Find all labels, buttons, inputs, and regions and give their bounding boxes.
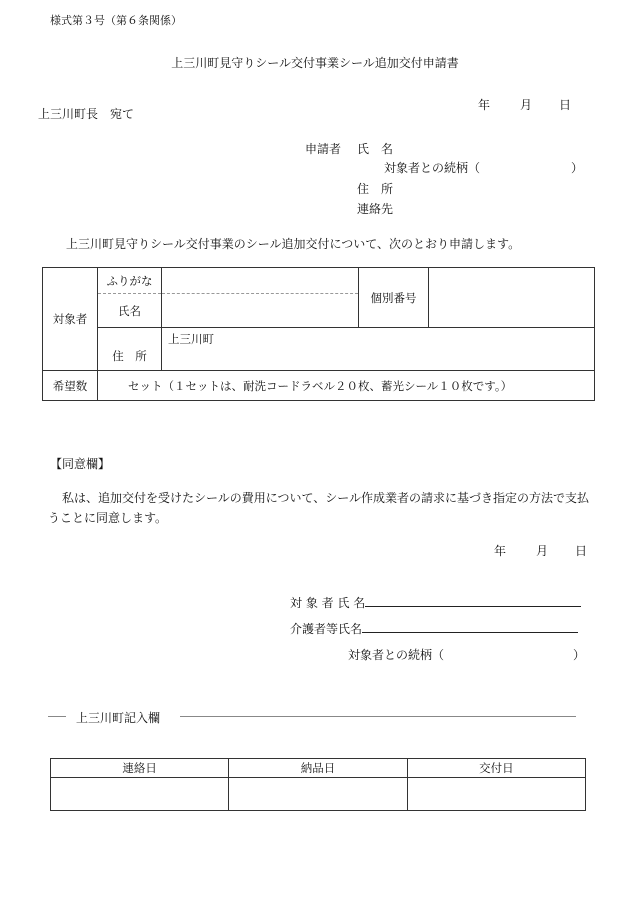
contact-date-header: 連絡日 xyxy=(51,759,229,778)
consent-date-year: 年 xyxy=(494,544,507,558)
date-month-label: 月 xyxy=(520,98,533,112)
furigana-label: ふりがな xyxy=(98,268,162,294)
desired-qty-label: 希望数 xyxy=(43,371,98,401)
consent-text: 私は、追加交付を受けたシールの費用について、シール作成業者の請求に基づき指定の方法で支払うことに同意します。 xyxy=(48,491,590,525)
consent-heading: 【同意欄】 xyxy=(50,457,111,471)
town-section-label: 上三川町記入欄 xyxy=(76,711,161,725)
applicant-address-label: 住 所 xyxy=(357,182,394,196)
caregiver-name-label: 介護者等氏名 xyxy=(290,622,363,636)
consent-relationship-label: 対象者との続柄（ xyxy=(348,648,445,662)
desired-qty-text: セット（１セットは、耐洗コードラベル２０枚、蓄光シール１０枚です。） xyxy=(128,378,513,393)
name-field[interactable] xyxy=(162,294,359,328)
applicant-contact-label: 連絡先 xyxy=(357,202,394,216)
desired-qty-field[interactable] xyxy=(98,371,595,401)
delivery-date-field[interactable] xyxy=(229,778,407,811)
address-label: 住 所 xyxy=(98,328,162,371)
request-text: 上三川町見守りシール交付事業のシール追加交付について、次のとおり申請します。 xyxy=(66,237,521,251)
name-label: 氏名 xyxy=(98,294,162,328)
consent-date-day: 日 xyxy=(575,544,588,558)
subject-name-label: 対 象 者 氏 名 xyxy=(290,596,366,610)
individual-number-label: 個別番号 xyxy=(359,268,429,328)
subject-label: 対象者 xyxy=(43,268,98,371)
furigana-field[interactable] xyxy=(162,268,359,294)
applicant-label: 申請者 xyxy=(305,142,342,156)
applicant-name-label: 氏 名 xyxy=(357,142,394,156)
date-day-label: 日 xyxy=(559,98,572,112)
issue-date-field[interactable] xyxy=(407,778,585,811)
caregiver-name-field[interactable] xyxy=(362,620,578,633)
document-title: 上三川町見守りシール交付事業シール追加交付申請書 xyxy=(171,56,459,70)
contact-date-field[interactable] xyxy=(51,778,229,811)
address-field[interactable] xyxy=(162,328,595,371)
delivery-date-header: 納品日 xyxy=(229,759,407,778)
form-number: 様式第３号（第６条関係） xyxy=(50,14,182,27)
applicant-relationship-label: 対象者との続柄（ xyxy=(384,161,481,175)
issue-date-header: 交付日 xyxy=(407,759,585,778)
subject-table xyxy=(42,267,595,401)
section-rule-right xyxy=(180,716,576,717)
consent-relationship-close: ） xyxy=(573,648,586,662)
section-rule-left xyxy=(48,716,66,717)
addressee: 上三川町長 宛て xyxy=(38,107,135,121)
caregiver-name-row xyxy=(290,620,578,637)
individual-number-field[interactable] xyxy=(429,268,595,328)
consent-date-month: 月 xyxy=(536,544,549,558)
subject-name-field[interactable] xyxy=(365,594,581,607)
subject-name-row xyxy=(290,594,581,611)
applicant-relationship-close: ） xyxy=(571,161,584,175)
date-year-label: 年 xyxy=(478,98,491,112)
address-value: 上三川町 xyxy=(168,332,214,346)
town-entry-table xyxy=(50,758,586,811)
